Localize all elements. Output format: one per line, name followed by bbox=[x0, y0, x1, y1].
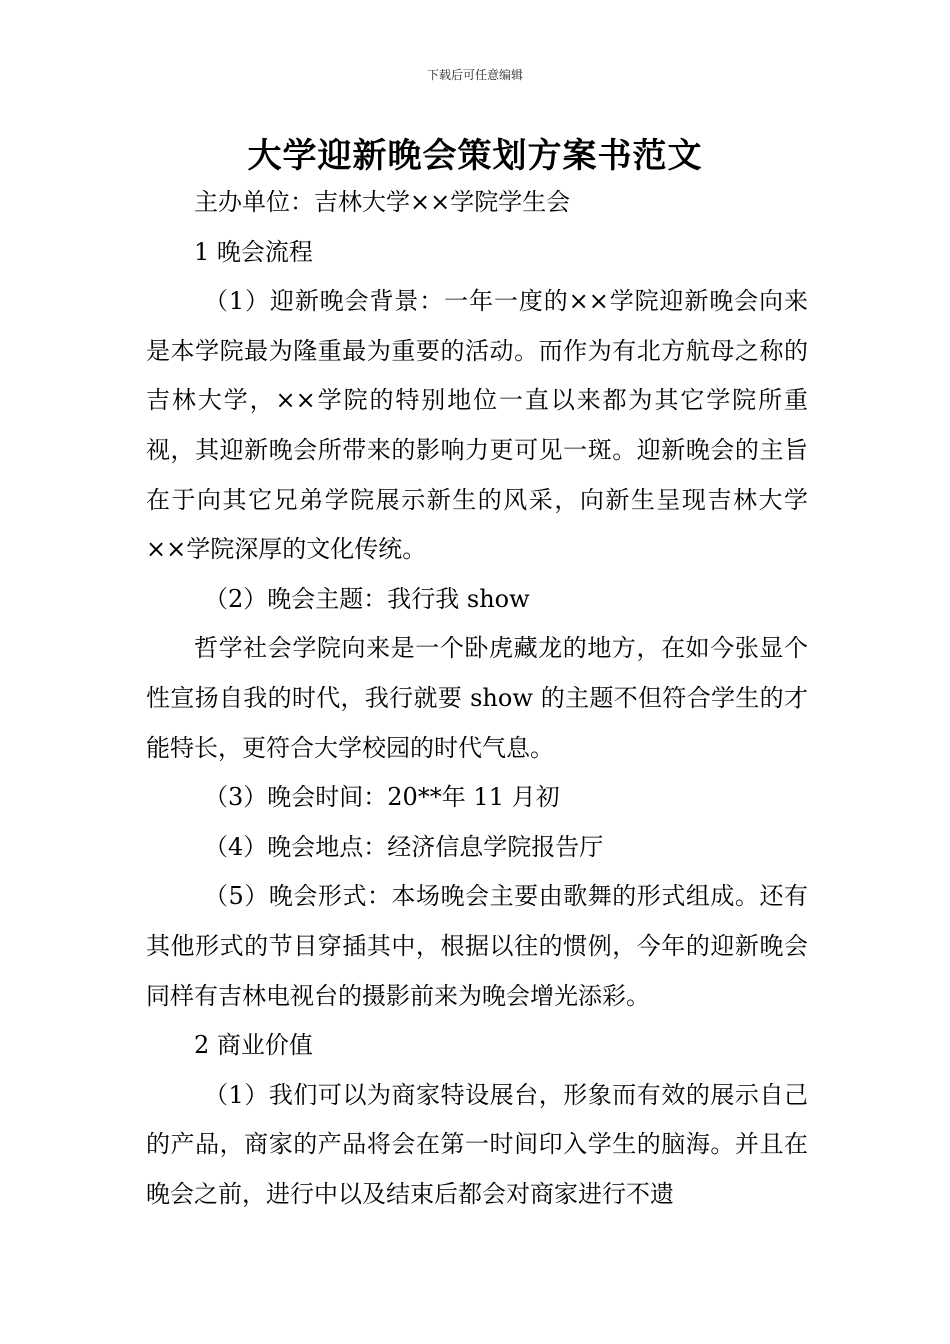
header-note: 下载后可任意编辑 bbox=[426, 68, 523, 82]
section-heading-1: 1 晚会流程 bbox=[194, 237, 313, 266]
paragraph-value-1: （1）我们可以为商家特设展台，形象而有效的展示自己的产品，商家的产品将会在第一时间印入学生的脑海。并且在晚会之前，进行中以及结束后都会对商家进行不遗 bbox=[146, 1080, 808, 1208]
document-body bbox=[146, 178, 808, 1219]
document-title: 大学迎新晚会策划方案书范文 bbox=[247, 136, 703, 176]
paragraph-place: （4）晚会地点：经济信息学院报告厅 bbox=[204, 832, 604, 861]
section-heading-2: 2 商业价值 bbox=[194, 1031, 313, 1060]
paragraph-background: （1）迎新晚会背景：一年一度的××学院迎新晚会向来是本学院最为隆重最为重要的活动。而作为有北方航母之称的吉林大学，××学院的特别地位一直以来都为其它学院所重视，其迎新晚会所带来的影响力更可见一斑。迎新晚会的主旨在于向其它兄弟学院展示新生的风采，向新生呈现吉林大学××学院深厚的文化传统。 bbox=[146, 287, 808, 564]
paragraph-time: （3）晚会时间：20**年 11 月初 bbox=[204, 783, 560, 812]
organizer-line: 主办单位：吉林大学××学院学生会 bbox=[194, 188, 571, 216]
paragraph-theme-desc: 哲学社会学院向来是一个卧虎藏龙的地方，在如今张显个性宣扬自我的时代，我行就要 show 的主题不但符合学生的才能特长，更符合大学校园的时代气息。 bbox=[146, 634, 808, 762]
paragraph-theme: （2）晚会主题：我行我 show bbox=[204, 584, 530, 613]
paragraph-form: （5）晚会形式：本场晚会主要由歌舞的形式组成。还有其他形式的节目穿插其中，根据以往的惯例，今年的迎新晚会同样有吉林电视台的摄影前来为晚会增光添彩。 bbox=[146, 882, 808, 1010]
